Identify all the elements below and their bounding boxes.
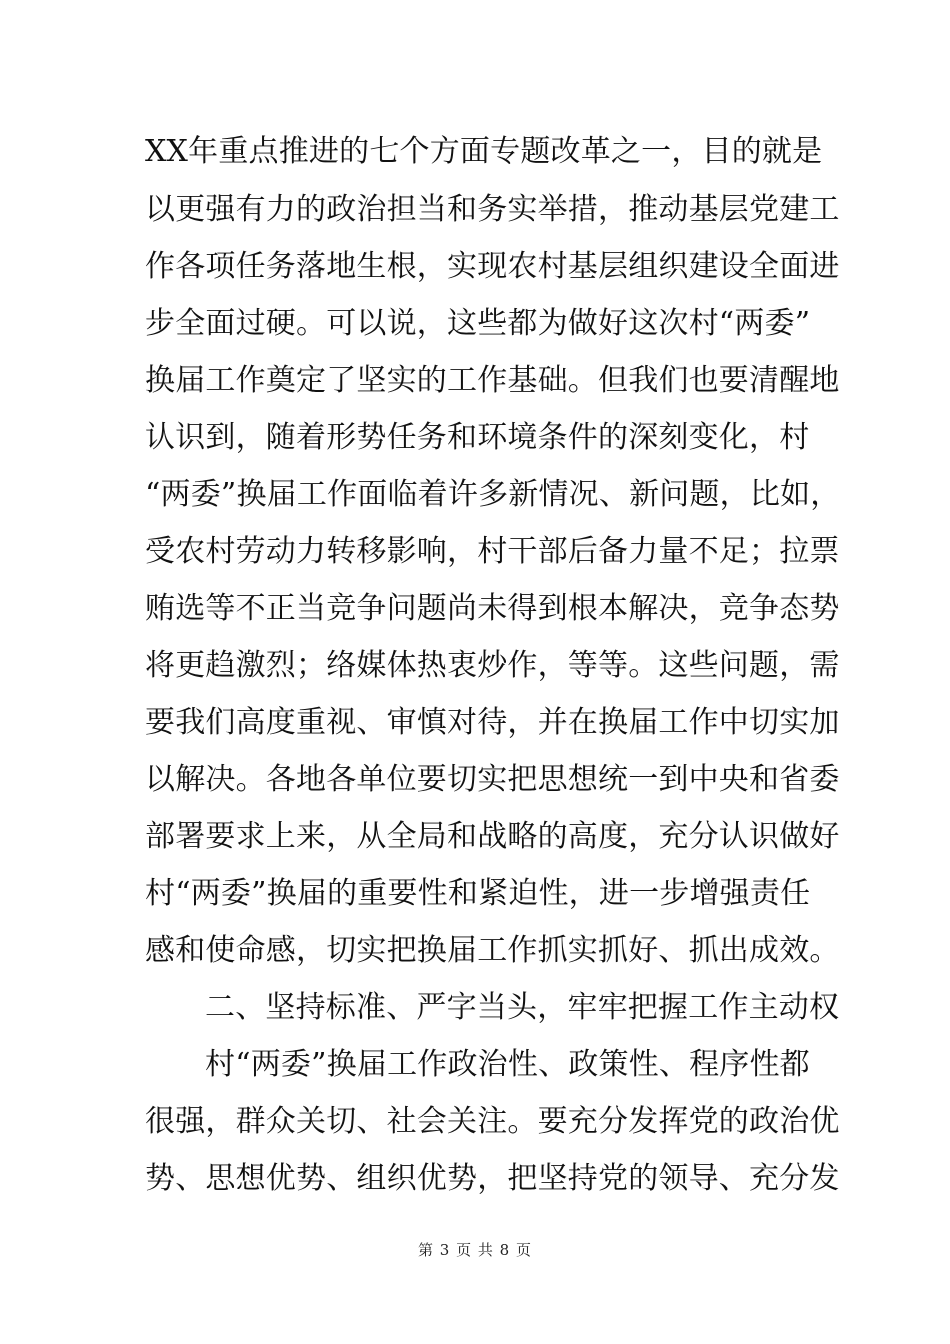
body-text-line: XX年重点推进的七个方面专题改革之一，目的就是	[145, 134, 823, 169]
body-text-line: 要我们高度重视、审慎对待，并在换届工作中切实加	[145, 705, 840, 740]
body-text-line: 村“两委”换届工作政治性、政策性、程序性都	[205, 1047, 810, 1082]
body-text-line: 作各项任务落地生根，实现农村基层组织建设全面进	[145, 249, 840, 284]
body-text-line: 步全面过硬。可以说，这些都为做好这次村“两委”	[145, 306, 811, 341]
body-text-line: 以解决。各地各单位要切实把思想统一到中央和省委	[145, 762, 840, 797]
body-text-line: 换届工作奠定了坚实的工作基础。但我们也要清醒地	[145, 363, 840, 398]
section-heading: 二、坚持标准、严字当头，牢牢把握工作主动权	[205, 990, 840, 1025]
body-text-line: 势、思想优势、组织优势，把坚持党的领导、充分发	[145, 1161, 840, 1196]
body-text-line: “两委”换届工作面临着许多新情况、新问题，比如，	[145, 477, 841, 512]
body-text-line: 村“两委”换届的重要性和紧迫性，进一步增强责任	[145, 876, 811, 911]
body-text-line: 部署要求上来，从全局和战略的高度，充分认识做好	[145, 819, 840, 854]
body-text-line: 认识到，随着形势任务和环境条件的深刻变化，村	[145, 420, 810, 455]
body-text-line: 将更趋激烈；络媒体热衷炒作，等等。这些问题，需	[145, 648, 840, 683]
body-text-line: 贿选等不正当竞争问题尚未得到根本解决，竞争态势	[145, 591, 840, 626]
body-text-line: 受农村劳动力转移影响，村干部后备力量不足；拉票	[145, 534, 840, 569]
body-text-line: 很强，群众关切、社会关注。要充分发挥党的政治优	[145, 1104, 840, 1139]
page-number-footer: 第 3 页 共 8 页	[418, 1241, 532, 1259]
body-text-line: 以更强有力的政治担当和务实举措，推动基层党建工	[145, 192, 840, 227]
body-text-line: 感和使命感，切实把换届工作抓实抓好、抓出成效。	[145, 933, 840, 968]
